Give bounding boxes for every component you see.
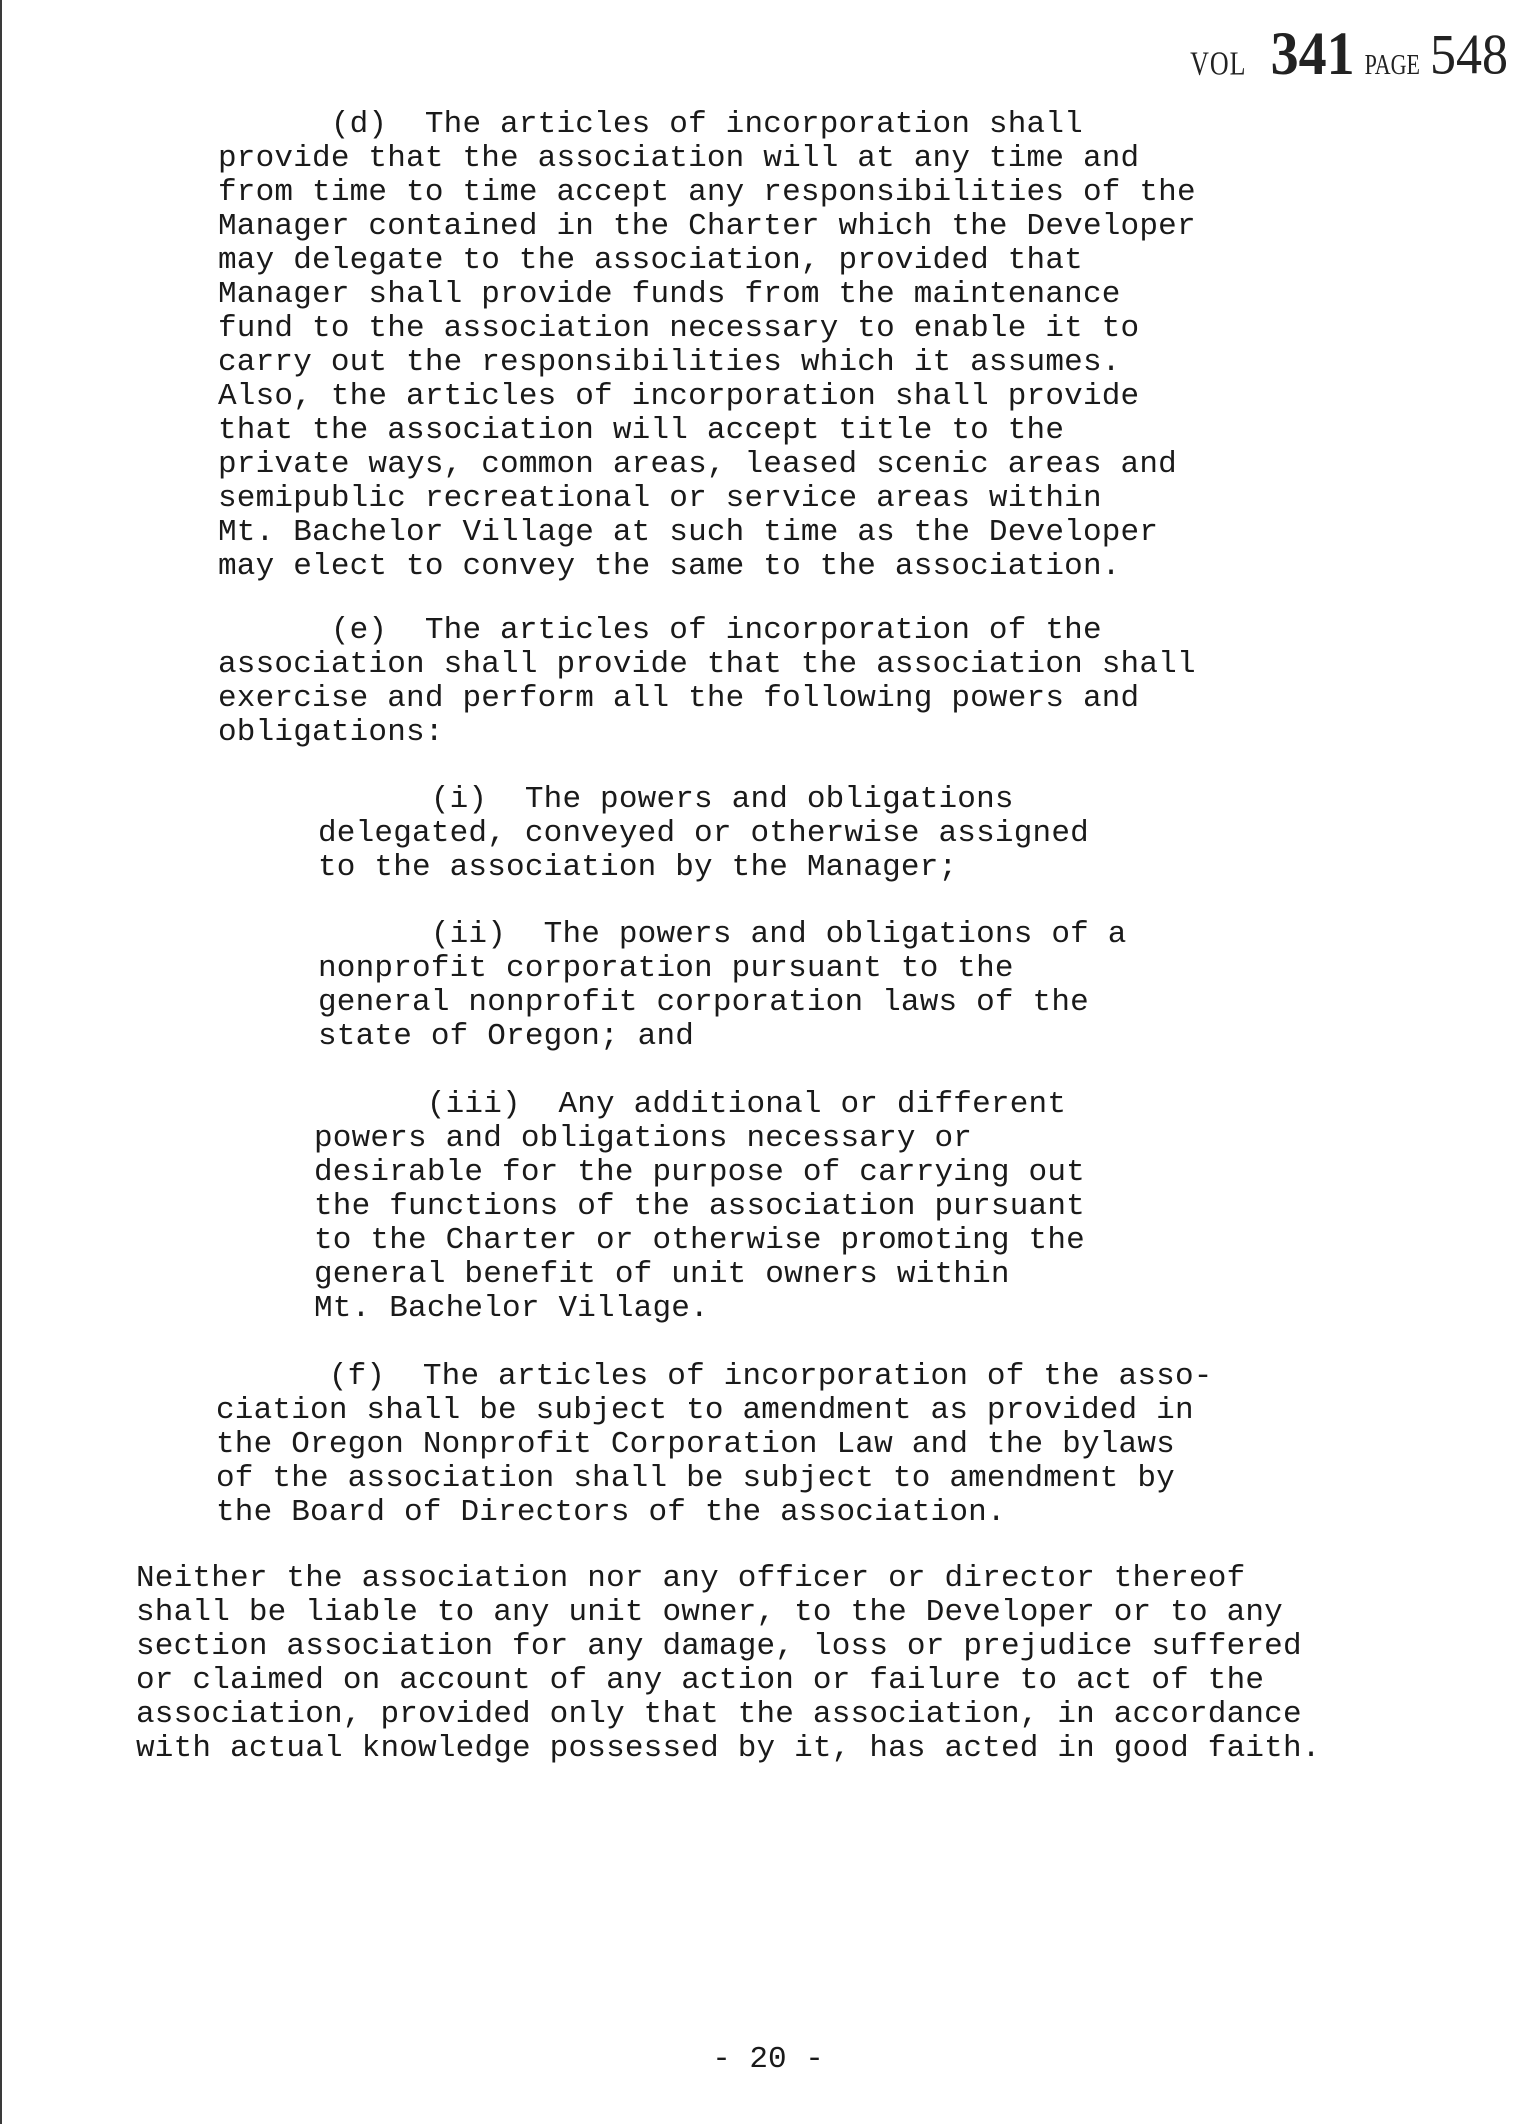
paragraph-f: (f) The articles of incorporation of the asso- ciation shall be subject to amendment as provided in the Oregon Nonprofit Corporation Law and the bylaws of the association shall be subject to amendment by the Board of Directors of the association. (216, 1359, 1213, 1530)
vol-number: 341 (1270, 19, 1355, 89)
stamp-page-number: 548 (1430, 24, 1508, 87)
paragraph-e: (e) The articles of incorporation of the association shall provide that the association shall exercise and perform all the following powers and obligations: (218, 613, 1196, 750)
page-label: PAGE (1364, 48, 1420, 81)
paragraph-e-iii: (iii) Any additional or different powers and obligations necessary or desirable for the purpose of carrying out the functions of the association pursuant to the Charter or otherwise promoting the general benefit of unit owners within Mt. Bachelor Village. (314, 1087, 1085, 1326)
paragraph-d: (d) The articles of incorporation shall provide that the association will at any time and from time to time accept any responsibilities of the Manager contained in the Charter which the Developer may delegate to the association, provided that Manager shall provide funds from the maintenance fund to the association necessary to enable it to carry out the responsibilities which it assumes. Also, the articles of incorporation shall provide that the association will accept title to the private ways, common areas, leased scenic areas and semipublic recreational or service areas within Mt. Bachelor Village at such time as the Developer may elect to convey the same to the association. (218, 107, 1196, 584)
page-edge (0, 0, 2, 2124)
paragraph-e-ii: (ii) The powers and obligations of a nonprofit corporation pursuant to the general nonprofit corporation laws of the state of Oregon; and (318, 917, 1127, 1054)
page-number: - 20 - (712, 2042, 824, 2077)
liability-paragraph: Neither the association nor any officer or director thereof shall be liable to any unit owner, to the Developer or to any section association for any damage, loss or prejudice suffered or claimed on account of any action or failure to act of the association, provided only that the association, in accordance with actual knowledge possessed by it, has acted in good faith. (136, 1561, 1321, 1766)
paragraph-e-i: (i) The powers and obligations delegated, conveyed or otherwise assigned to the association by the Manager; (318, 782, 1089, 885)
volume-page-stamp (1190, 19, 1508, 89)
vol-label: VOL (1190, 44, 1247, 83)
